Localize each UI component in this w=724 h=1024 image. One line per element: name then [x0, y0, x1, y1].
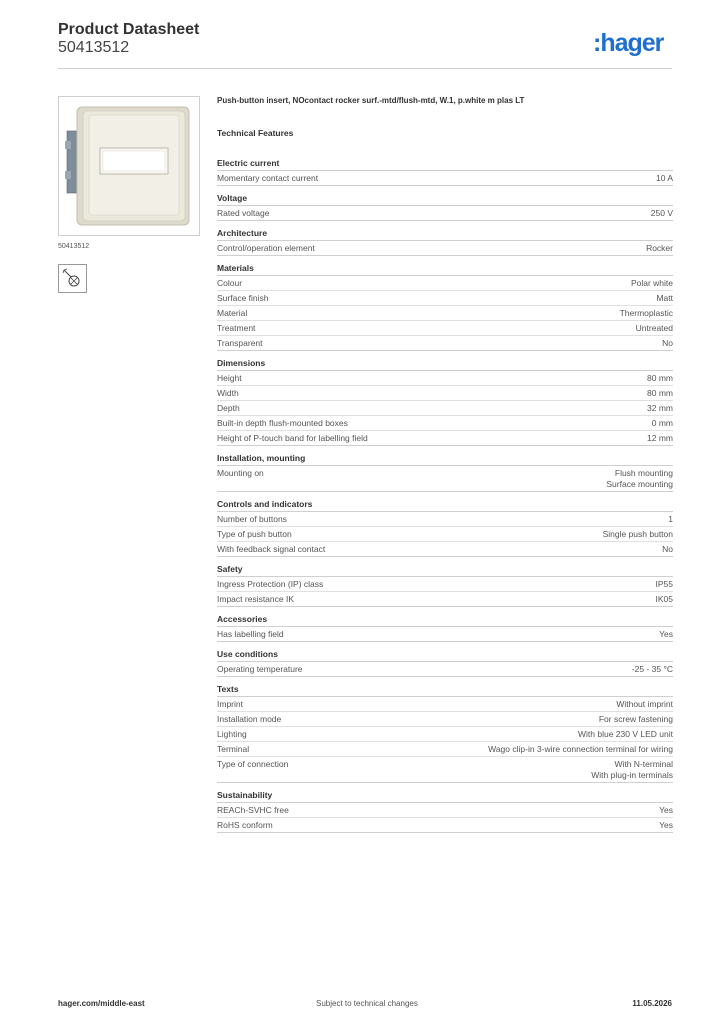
feature-section [217, 614, 673, 642]
feature-label: Material [217, 308, 248, 318]
feature-section [217, 263, 673, 351]
feature-label: Control/operation element [217, 243, 315, 253]
feature-label: Height [217, 373, 242, 383]
feature-row [217, 757, 673, 783]
feature-value [656, 579, 674, 590]
feature-value [656, 293, 673, 304]
feature-value [646, 243, 673, 254]
feature-value-line: Surface mounting [606, 479, 673, 489]
svg-text::hager: :hager [593, 29, 664, 57]
feature-section [217, 358, 673, 446]
feature-row [217, 171, 673, 186]
feature-value [631, 278, 673, 289]
feature-value [632, 664, 673, 675]
feature-label: Depth [217, 403, 240, 413]
feature-row [217, 321, 673, 336]
feature-value [651, 208, 673, 219]
feature-section [217, 649, 673, 677]
feature-row [217, 592, 673, 607]
feature-value-line: 32 mm [647, 403, 673, 413]
feature-value [656, 594, 674, 605]
feature-value [620, 308, 673, 319]
section-title: Electric current [217, 158, 673, 171]
product-image [58, 96, 200, 236]
feature-row [217, 712, 673, 727]
section-title: Accessories [217, 614, 673, 627]
feature-label: Lighting [217, 729, 247, 739]
feature-value-line: Yes [659, 629, 673, 639]
feature-row [217, 527, 673, 542]
feature-value [652, 418, 673, 429]
feature-label: Momentary contact current [217, 173, 319, 183]
feature-row [217, 401, 673, 416]
feature-row [217, 431, 673, 446]
feature-row [217, 627, 673, 642]
feature-value-line: With blue 230 V LED unit [578, 729, 673, 739]
feature-value [599, 714, 673, 725]
feature-value [647, 403, 673, 414]
feature-value-line: IP55 [655, 579, 673, 589]
feature-sections [217, 158, 673, 833]
footer-website[interactable]: hager.com/middle-east [58, 999, 145, 1008]
page-title: Product Datasheet [58, 21, 200, 38]
product-title: Push-button insert, NOcontact rocker surf.-mtd/flush-mtd, W.1, p.white m plas LT [217, 96, 525, 105]
feature-section [217, 790, 673, 833]
section-title: Sustainability [217, 790, 673, 803]
feature-label: Width [217, 388, 239, 398]
feature-label: Colour [217, 278, 243, 288]
hager-logo [593, 28, 675, 58]
technical-features-heading: Technical Features [217, 128, 294, 138]
datasheet-content [217, 96, 673, 833]
feature-row [217, 371, 673, 386]
feature-value-line: Without imprint [616, 699, 673, 709]
feature-row [217, 818, 673, 833]
feature-value [647, 388, 673, 399]
feature-label: Operating temperature [217, 664, 303, 674]
feature-value-line: No [662, 338, 673, 348]
section-title: Use conditions [217, 649, 673, 662]
feature-label: With feedback signal contact [217, 544, 326, 554]
feature-section [217, 193, 673, 221]
feature-value [659, 820, 673, 831]
feature-label: Treatment [217, 323, 256, 333]
feature-value-line: Thermoplastic [619, 308, 673, 318]
feature-row [217, 542, 673, 557]
feature-value [636, 323, 673, 334]
feature-value-line: 0 mm [651, 418, 673, 428]
feature-section [217, 499, 673, 557]
section-title: Materials [217, 263, 673, 276]
feature-value-line: Matt [656, 293, 673, 303]
feature-label: Surface finish [217, 293, 269, 303]
section-title: Voltage [217, 193, 673, 206]
feature-row [217, 512, 673, 527]
feature-value-line: Untreated [635, 323, 673, 333]
feature-row [217, 386, 673, 401]
feature-label: Mounting on [217, 468, 264, 478]
feature-row [217, 241, 673, 256]
feature-row [217, 662, 673, 677]
feature-label: Transparent [217, 338, 263, 348]
feature-value [662, 338, 673, 349]
feature-label: Imprint [217, 699, 243, 709]
feature-row [217, 416, 673, 431]
footer-note: Subject to technical changes [316, 999, 418, 1008]
feature-value-line: With plug-in terminals [591, 770, 673, 780]
feature-row [217, 697, 673, 712]
feature-value-line: 1 [668, 514, 673, 524]
section-title: Installation, mounting [217, 453, 673, 466]
feature-row [217, 466, 673, 492]
feature-label: Ingress Protection (IP) class [217, 579, 324, 589]
feature-value [659, 629, 673, 640]
feature-value-line: 80 mm [647, 388, 673, 398]
feature-value-line: Single push button [602, 529, 673, 539]
feature-label: Rated voltage [217, 208, 270, 218]
feature-label: REACh-SVHC free [217, 805, 289, 815]
feature-value-line: With N-terminal [614, 759, 673, 769]
feature-label: RoHS conform [217, 820, 273, 830]
feature-value [668, 514, 673, 525]
feature-label: Terminal [217, 744, 250, 754]
feature-value [603, 529, 673, 540]
feature-value-line: -25 - 35 °C [631, 664, 673, 674]
feature-value-line: 10 A [655, 173, 673, 183]
feature-label: Installation mode [217, 714, 282, 724]
feature-row [217, 803, 673, 818]
feature-row [217, 276, 673, 291]
feature-value [616, 699, 673, 710]
footer-date: 11.05.2026 [632, 999, 672, 1008]
feature-value-line: 250 V [650, 208, 673, 218]
feature-value [488, 744, 673, 755]
feature-label: Type of push button [217, 529, 292, 539]
feature-row [217, 291, 673, 306]
feature-section [217, 564, 673, 607]
feature-value-line: Wago clip-in 3-wire connection terminal for wiring [488, 744, 673, 754]
feature-value [647, 433, 673, 444]
feature-value [656, 173, 673, 184]
feature-value-line: For screw fastening [598, 714, 673, 724]
installation-symbol-icon [58, 264, 87, 293]
feature-label: Type of connection [217, 759, 289, 769]
feature-label: Impact resistance IK [217, 594, 295, 604]
feature-label: Number of buttons [217, 514, 287, 524]
header-divider [58, 68, 672, 69]
feature-value-line: 80 mm [647, 373, 673, 383]
feature-value [662, 544, 673, 555]
feature-section [217, 158, 673, 186]
section-title: Architecture [217, 228, 673, 241]
image-caption: 50413512 [58, 243, 90, 250]
feature-value-line: No [662, 544, 673, 554]
feature-value-line: Yes [659, 820, 673, 830]
section-title: Controls and indicators [217, 499, 673, 512]
feature-value [647, 373, 673, 384]
feature-value-line: Polar white [630, 278, 673, 288]
feature-row [217, 306, 673, 321]
product-number: 50413512 [58, 39, 130, 56]
feature-row [217, 336, 673, 351]
feature-row [217, 742, 673, 757]
feature-value-line: Flush mounting [614, 468, 673, 478]
feature-section [217, 228, 673, 256]
feature-value [591, 759, 673, 781]
feature-label: Built-in depth flush-mounted boxes [217, 418, 348, 428]
section-title: Safety [217, 564, 673, 577]
section-title: Dimensions [217, 358, 673, 371]
feature-value [606, 468, 673, 490]
feature-value [578, 729, 673, 740]
feature-row [217, 727, 673, 742]
section-title: Texts [217, 684, 673, 697]
feature-value-line: Yes [659, 805, 673, 815]
feature-value [659, 805, 673, 816]
feature-section [217, 453, 673, 492]
feature-label: Has labelling field [217, 629, 284, 639]
feature-row [217, 577, 673, 592]
feature-label: Height of P-touch band for labelling field [217, 433, 368, 443]
feature-section [217, 684, 673, 783]
feature-row [217, 206, 673, 221]
feature-value-line: Rocker [646, 243, 673, 253]
feature-value-line: IK05 [655, 594, 673, 604]
feature-value-line: 12 mm [647, 433, 673, 443]
